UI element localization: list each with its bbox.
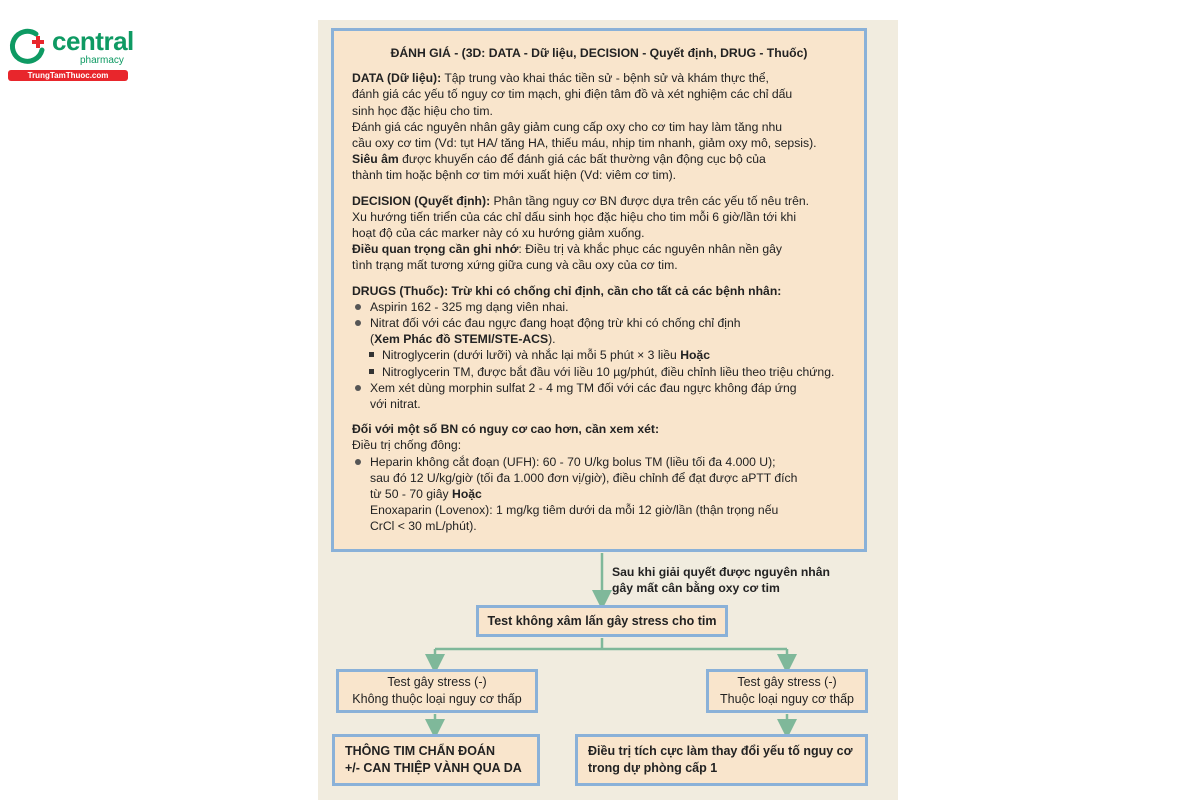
high-risk-section: Đối với một số BN có nguy cơ cao hơn, cần xem xét: Điều trị chống đông: Heparin không cắt đoạn (UFH): 60 - 70 U/kg bolus TM (liều tối đa 4.000 U); sau đó 12 U/kg/giờ (tối đa 1.000 đơn vị/giờ), điều chỉnh để đạt được aPTT đích từ 50 - 70 giây Hoặc Enoxaparin (Lovenox): 1 mg/kg tiêm dưới da mỗi 12 giờ/lần (thận trọng nếu CrCl < 30 mL/phút). [352,421,864,534]
catheterization-box: THÔNG TIM CHẨN ĐOÁN +/- CAN THIỆP VÀNH QUA DA [332,734,540,786]
assessment-box [331,28,867,552]
list-item: Nitrat đối với các đau ngực đang hoạt động trừ khi có chống chỉ định (Xem Phác đồ STEMI/STE-ACS). [352,315,864,347]
brand-sub: pharmacy [80,55,124,66]
brand-name: central [52,26,134,56]
important-note-label: Điều quan trọng cần ghi nhớ [352,242,519,257]
risk-modification-box: Điều trị tích cực làm thay đổi yếu tố nguy cơ trong dự phòng cấp 1 [575,734,868,786]
decision-label: DECISION (Quyết định): [352,193,491,208]
brand-url: TrungTamThuoc.com [8,70,128,81]
after-resolution-label: Sau khi giải quyết được nguyên nhân gây mất cân bằng oxy cơ tim [612,565,830,595]
stress-test-box: Test không xâm lấn gây stress cho tim [476,605,728,637]
assessment-heading: ĐÁNH GIÁ - (3D: DATA - Dữ liệu, DECISION - Quyết định, DRUG - Thuốc) [390,46,808,60]
data-label: DATA (Dữ liệu): [352,71,442,86]
drugs-heading: DRUGS (Thuốc): Trừ khi có chống chỉ định, cần cho tất cả các bệnh nhân: [352,283,782,298]
drugs-section [352,283,864,413]
stemi-reference: Xem Phác đồ STEMI/STE-ACS [374,332,549,347]
high-risk-heading: Đối với một số BN có nguy cơ cao hơn, cần xem xét: [352,422,660,437]
data-section: DATA (Dữ liệu): Tập trung vào khai thác tiền sử - bệnh sử và khám thực thể, đánh giá các yếu tố nguy cơ tim mạch, ghi điện tâm đồ và xét nghiệm các chỉ dấu sinh học đặc hiệu cho tim. Đánh giá các nguyên nhân gây giảm cung cấp oxy cho cơ tim hay làm tăng nhu cầu oxy cơ tim (Vd: tụt HA/ tăng HA, thiếu máu, nhịp tim nhanh, giảm oxy mô, sepsis). Siêu âm được khuyến cáo để đánh giá các bất thường vận động cục bộ của thành tim hoặc bệnh cơ tim mới xuất hiện (Vd: viêm cơ tim). [352,71,817,183]
decision-section: DECISION (Quyết định): Phân tầng nguy cơ BN được dựa trên các yếu tố nêu trên. Xu hướng tiến triển của các chỉ dấu sinh học đặc hiệu cho tim mỗi 6 giờ/lần tới khi hoạt độ của các marker này có xu hướng giảm xuống. Điều quan trọng cần ghi nhớ: Điều trị và khắc phục các nguyên nhân nền gây tình trạng mất tương xứng giữa cung và cầu oxy của cơ tim. [352,193,810,273]
list-item: Aspirin 162 - 325 mg dạng viên nhai. [352,299,864,315]
list-item: Xem xét dùng morphin sulfat 2 - 4 mg TM đối với các đau ngực không đáp ứng với nitrat. [352,380,864,412]
list-item: Heparin không cắt đoạn (UFH): 60 - 70 U/kg bolus TM (liều tối đa 4.000 U); sau đó 12 U/kg/giờ (tối đa 1.000 đơn vị/giờ), điều chỉnh để đạt được aPTT đích từ 50 - 70 giây Hoặc [352,454,864,503]
list-item: Nitroglycerin (dưới lưỡi) và nhắc lại mỗi 5 phút × 3 liều Hoặc [352,347,864,363]
list-item: Nitroglycerin TM, được bắt đầu với liều 10 µg/phút, điều chỉnh liều theo triệu chứng. [352,364,864,380]
echo-label: Siêu âm [352,152,399,167]
not-low-risk-box: Test gây stress (-) Không thuộc loại nguy cơ thấp [336,669,538,713]
low-risk-box: Test gây stress (-) Thuộc loại nguy cơ thấp [706,669,868,713]
